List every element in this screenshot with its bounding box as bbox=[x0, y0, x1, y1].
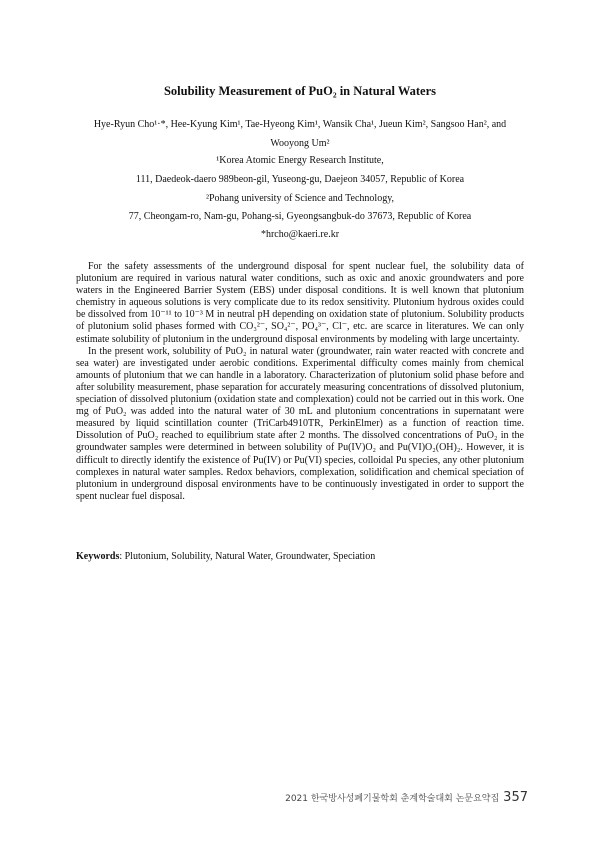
authors-line-1: Hye-Ryun Cho¹·*, Hee-Kyung Kim¹, Tae-Hyeong Kim¹, Wansik Cha¹, Jueun Kim², Sangsoo Han², and bbox=[93, 119, 507, 130]
proceedings-title: 2021 한국방사성폐기물학회 춘계학술대회 논문요약집 bbox=[285, 794, 500, 804]
keywords-label: Keywords bbox=[76, 551, 120, 562]
affiliation-1-name: ¹Korea Atomic Energy Research Institute, bbox=[216, 155, 384, 166]
keywords-list: : Plutonium, Solubility, Natural Water, Groundwater, Speciation bbox=[119, 551, 376, 562]
affiliation-2-name: ²Pohang university of Science and Technology, bbox=[205, 193, 395, 204]
page-footer bbox=[285, 790, 528, 805]
authors-line-2: Wooyong Um² bbox=[270, 138, 330, 149]
abstract-paragraph-1: For the safety assessments of the underground disposal for spent nuclear fuel, the solubility data of plutonium are required in various natural water conditions, such as oxic and anoxic groundwaters and pore waters in the Engineered Barrier System (EBS) under disposal conditions. It is well known that plutonium chemistry in aqueous solutions is very complicate due to its redox sensitivity. Plutonium hydrous oxides could be dissolved from 10⁻¹¹ to 10⁻³ M in neutral pH depending on oxidation state of plutonium. Solubility products of plutonium solid phases formed with CO₃²⁻, SO₄²⁻, PO₄³⁻, Cl⁻, etc. are scarce in literatures. We can only estimate solubility of plutonium in the underground disposal environments by modeling with large uncertainty. bbox=[76, 261, 524, 345]
abstract-paragraph-2: In the present work, solubility of PuO₂ in natural water (groundwater, rain water reacted with concrete and sea water) are investigated under aerobic conditions. Experimental difficulty comes mainly from chemical amounts of plutonium that we can handle in a laboratory. Characterization of plutonium solid phase before and after solubility measurement, phase separation for accurately measuring concentrations of dissolved plutonium, speciation of dissolved plutonium (oxidation state and complexation) could not be carried out in this work. One mg of PuO₂ was added into the natural water of 30 mL and plutonium concentrations in supernatant were measured by liquid scintillation counter (TriCarb4910TR, PerkinElmer) as a function of reaction time. Dissolution of PuO₂ reached to equilibrium state after 2 months. The dissolved concentrations of PuO₂ in the groundwater samples were determined in between solubility of Pu(IV)O₂ and Pu(VI)O₂(OH)₂. However, it is difficult to directly identify the existence of Pu(IV) or Pu(VI) species, colloidal Pu species, any other plutonium complexes in natural water samples. Redox behaviors, complexation, solidification and chemical speciation of plutonium in underground disposal environments have to be continuously investigated in order to support the spent nuclear fuel disposal. bbox=[76, 345, 524, 502]
affiliation-2-address: 77, Cheongam-ro, Nam-gu, Pohang-si, Gyeongsangbuk-do 37673, Republic of Korea bbox=[128, 211, 472, 222]
paper-title: Solubility Measurement of PuO₂ in Natural Waters bbox=[163, 84, 437, 98]
abstract-body bbox=[76, 261, 524, 503]
affiliation-1-address: 111, Daedeok-daero 989beon-gil, Yuseong-gu, Daejeon 34057, Republic of Korea bbox=[135, 174, 465, 185]
corresponding-email: *hrcho@kaeri.re.kr bbox=[260, 229, 340, 240]
keywords-line bbox=[76, 551, 375, 562]
page-number: 357 bbox=[503, 790, 528, 805]
